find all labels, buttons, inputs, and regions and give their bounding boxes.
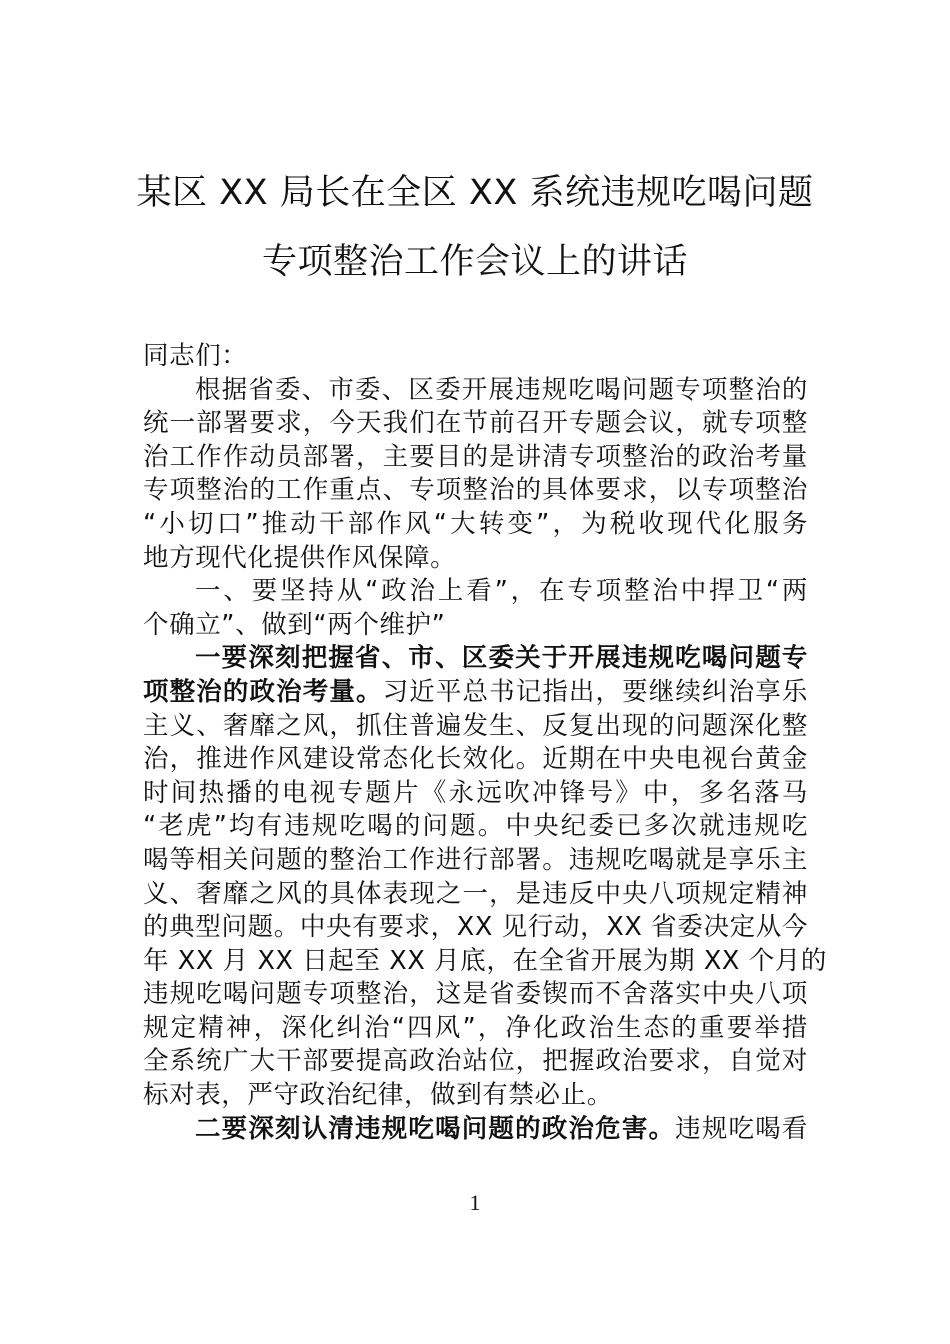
- title-line-1: 某区 XX 局长在全区 XX 系统违规吃喝问题: [136, 173, 814, 213]
- point1-line: 时间热播的电视专题片《永远吹冲锋号》中，多名落马: [143, 777, 808, 808]
- point2-bold: 二要深刻认清违规吃喝问题的政治危害。: [195, 1113, 676, 1144]
- point1-line: 的典型问题。中央有要求，XX 见行动，XX 省委决定从今: [143, 912, 808, 943]
- point1-bold-a: 一要深刻把握省、市、区委关于开展违规吃喝问题专: [195, 643, 808, 674]
- point1-line: 喝等相关问题的整治工作进行部署。违规吃喝就是享乐主: [143, 844, 808, 875]
- title-line-2: 专项整治工作会议上的讲话: [261, 242, 688, 282]
- point1-rest-first: 习近平总书记指出，要继续纠治享乐: [382, 676, 808, 707]
- point1-line: 全系统广大干部要提高政治站位，把握政治要求，自觉对: [143, 1046, 808, 1077]
- point1-line: 违规吃喝问题专项整治，这是省委锲而不舍落实中央八项: [143, 979, 808, 1010]
- paragraph-line: 根据省委、市委、区委开展违规吃喝问题专项整治的: [195, 374, 808, 405]
- section-heading-line: 个确立”、做到“两个维护”: [143, 609, 446, 640]
- paragraph-line: 治工作作动员部署，主要目的是讲清专项整治的政治考量: [143, 441, 808, 472]
- paragraph-line: 统一部署要求，今天我们在节前召开专题会议，就专项整: [143, 408, 808, 439]
- point1-line: “老虎”均有违规吃喝的问题。中央纪委已多次就违规吃: [143, 811, 808, 842]
- page-number: 1: [469, 1190, 481, 1215]
- speech-body: [143, 340, 827, 1146]
- point1-line: [143, 676, 808, 710]
- paragraph-line: 专项整治的工作重点、专项整治的具体要求，以专项整治: [143, 475, 808, 506]
- point1-line: 义、奢靡之风的具体表现之一，是违反中央八项规定精神: [143, 878, 808, 909]
- point1-line: 年 XX 月 XX 日起至 XX 月底，在全省开展为期 XX 个月的: [143, 945, 827, 976]
- point1-line: 治，推进作风建设常态化长效化。近期在中央电视台黄金: [143, 744, 808, 775]
- section-heading-line: 一、要坚持从“政治上看”，在专项整治中捍卫“两: [195, 576, 808, 607]
- point1-line: 规定精神，深化纠治“四风”，净化政治生态的重要举措: [143, 1012, 808, 1043]
- point2-rest: 违规吃喝看: [675, 1113, 808, 1144]
- point1-bold-b: 项整治的政治考量。: [143, 676, 383, 707]
- paragraph-line: 地方现代化提供作风保障。: [143, 542, 457, 573]
- salutation: 同志们：: [143, 341, 248, 371]
- point2-line: [143, 1113, 808, 1147]
- paragraph-line: “小切口”推动干部作风“大转变”，为税收现代化服务: [143, 508, 808, 539]
- point1-line: 主义、奢靡之风，抓住普遍发生、反复出现的问题深化整: [143, 710, 808, 741]
- point1-line: 标对表，严守政治纪律，做到有禁必止。: [143, 1080, 613, 1111]
- point1-heading-line: [143, 642, 808, 676]
